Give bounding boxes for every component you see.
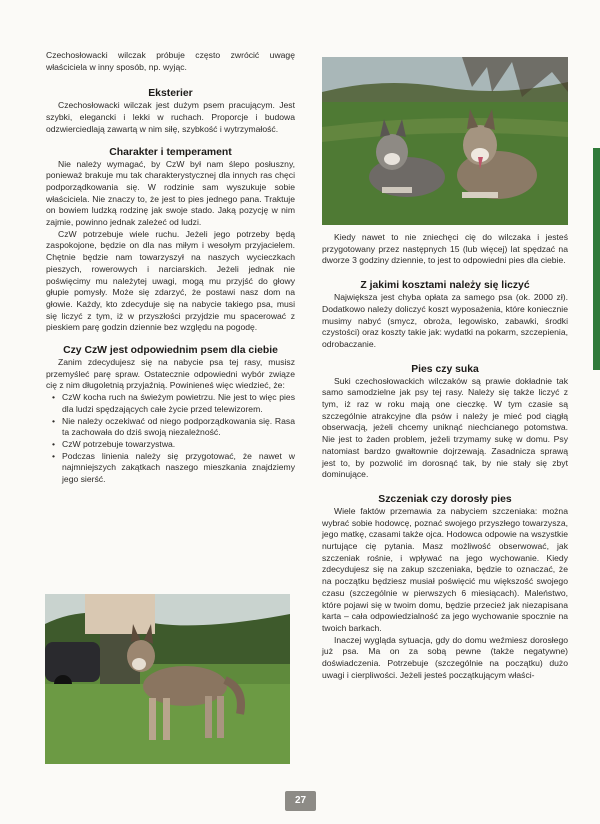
bullet-item: • Podczas linienia należy się przygotować, że nawet w najmniejszych zakątkach naszego mieszkania znajdziemy jego sierść.: [62, 451, 295, 486]
paragraph: Suki czechosłowackich wilczaków są prawie dokładnie tak samo samodzielne jak psy tej rasy. Należy się także liczyć z tym, iż raz w roku mają one cieczkę. W tym czasie są szczególnie atrakcyjne dla psów i należy je mieć pod ciągłą obserwacją, jeżeli chcemy uniknąć niechcianego potomstwa. Nie jest to żaden problem, jeżeli trzymamy sukę w domu. Psy natomiast bardzo gwałtownie dojrzewają. Zasadnicza sprawą jest to, by pozwolić im dorosnąć tak, by nie stały się zbyt dominujące.: [322, 375, 568, 480]
section-heading-charakter: Charakter i temperament: [109, 146, 232, 158]
bullet-list: [46, 392, 295, 486]
section-heading-szczeniak: Szczeniak czy dorosły pies: [378, 493, 512, 505]
paragraph: Największa jest chyba opłata za samego psa (ok. 2000 zł). Dodatkowo należy doliczyć koszt wyposażenia, które koniecznie musimy nabyć (smycz, obroża, legowisko, zabawki, środki czystości) oraz koszty takie jak: wydatki na pokarm, szczepienia, odrobaczanie.: [322, 292, 568, 349]
paragraph: Inaczej wygląda sytuacja, gdy do domu weźmiesz dorosłego już psa. Ma on za sobą pewne (także negatywne) doświadczenia. Potrzebuje (szczególnie na początku) dużo uwagi i cierpliwości. Jeżeli jesteś początkującym właści-: [322, 634, 568, 680]
page-number: 27: [285, 791, 316, 811]
paragraph: Czechosłowacki wilczak jest dużym psem pracującym. Jest szybki, elegancki i lekki w ruchach. Proporcje i budowa odzwierciedlają zawartą w nim siłę, szybkość i wytrzymałość.: [46, 100, 295, 134]
section-heading-pies-czy-suka: Pies czy suka: [411, 363, 479, 375]
paragraph: Zanim zdecydujesz się na nabycie psa tej rasy, musisz przemyśleć parę spraw. Ostatecznie odpowiedni wybór związe cię z nim długoletnią przyjaźnią. Powinieneś więc wiedzieć, że:: [46, 357, 295, 391]
bullet-item: • Nie należy oczekiwać od niego podporządkowania się. Rasa ta zachowała do dziś swoją niezależność.: [62, 416, 295, 439]
bullet-item: • CzW kocha ruch na świeżym powietrzu. Nie jest to więc pies dla ludzi spędzających całe życie przed telewizorem.: [62, 392, 295, 415]
photo-standing-wolfdog: [45, 594, 290, 764]
intro-paragraph: Czechosłowacki wilczak próbuje często zwrócić uwagę właściciela w inny sposób, np. wyjąc.: [46, 50, 295, 72]
paragraph: Nie należy wymagać, by CzW był nam ślepo posłuszny, ponieważ brakuje mu tak charakterystycznej dla innych ras chęci podporządkowania się. W rodzinie sam wyszukuje sobie właściciela. Nie znaczy to, że jest to pies jednego pana. Traktuje on bowiem ludzką rodzinę jak swoje stado. Jaką pozycję w nim zajmie, powinno jednak zależeć od ludzi.: [46, 158, 295, 228]
left-column: [46, 50, 295, 486]
page-edge-tab: [593, 148, 600, 370]
right-column: [322, 232, 568, 682]
paragraph: Kiedy nawet to nie zniechęci cię do wilczaka i jesteś przygotowany przez następnych 15 (lub więcej) lat spędzać na dworze 3 godziny dziennie, to jest to odpowiedni pies dla ciebie.: [322, 232, 568, 266]
photo-two-wolfdogs: [322, 57, 568, 225]
section-heading-eksterier: Eksterier: [148, 88, 193, 100]
paragraph: CzW potrzebuje wiele ruchu. Jeżeli jego potrzeby będą zaspokojone, będzie on dla nas miłym i wesołym przyjacielem. Chętnie będzie nam towarzyszył na naszych wycieczkach pieszych, rowerowych i narciarskich. Jeżeli jednak nie poświęcimy mu należytej uwagi, mogą mu przyjść do głowy głupie pomysły. Może się zdarzyć, że postawi nasz dom na głowie. Każdy, kto zdecyduje się na nabycie takiego psa, musi się liczyć z tym, iż w przyszłości przyjdzie mu spacerować z pieskiem parę godzin dziennie bez względu na pogodę.: [46, 228, 295, 333]
paragraph: Wiele faktów przemawia za nabyciem szczeniaka: można wybrać sobie hodowcę, poznać swojego przyszłego towarzysza, jego matkę, czasami także ojca. Hodowca odpowie na wszystkie nurtujące cię pytania. Masz możliwość obserwować, jak szczeniak rośnie, i wpływać na jego wychowanie. Kiedy zdecydujesz się na zakup szczeniaka, będzie to oznaczać, że na początku będziesz musiał poświęcić mu większość swojego czasu (szczególnie w pierwszych 6 miesiącach). Maleństwo, które pojawi się w twoim domu, będzie przecież jak niezapisana karta – cała odpowiedzialność za jego wychowanie spocznie na twoich barkach.: [322, 505, 568, 633]
section-heading-czy-czw: Czy CzW jest odpowiednim psem dla ciebie: [63, 345, 278, 357]
section-heading-koszty: Z jakimi kosztami należy się liczyć: [360, 280, 530, 292]
bullet-item: • CzW potrzebuje towarzystwa.: [62, 439, 295, 451]
